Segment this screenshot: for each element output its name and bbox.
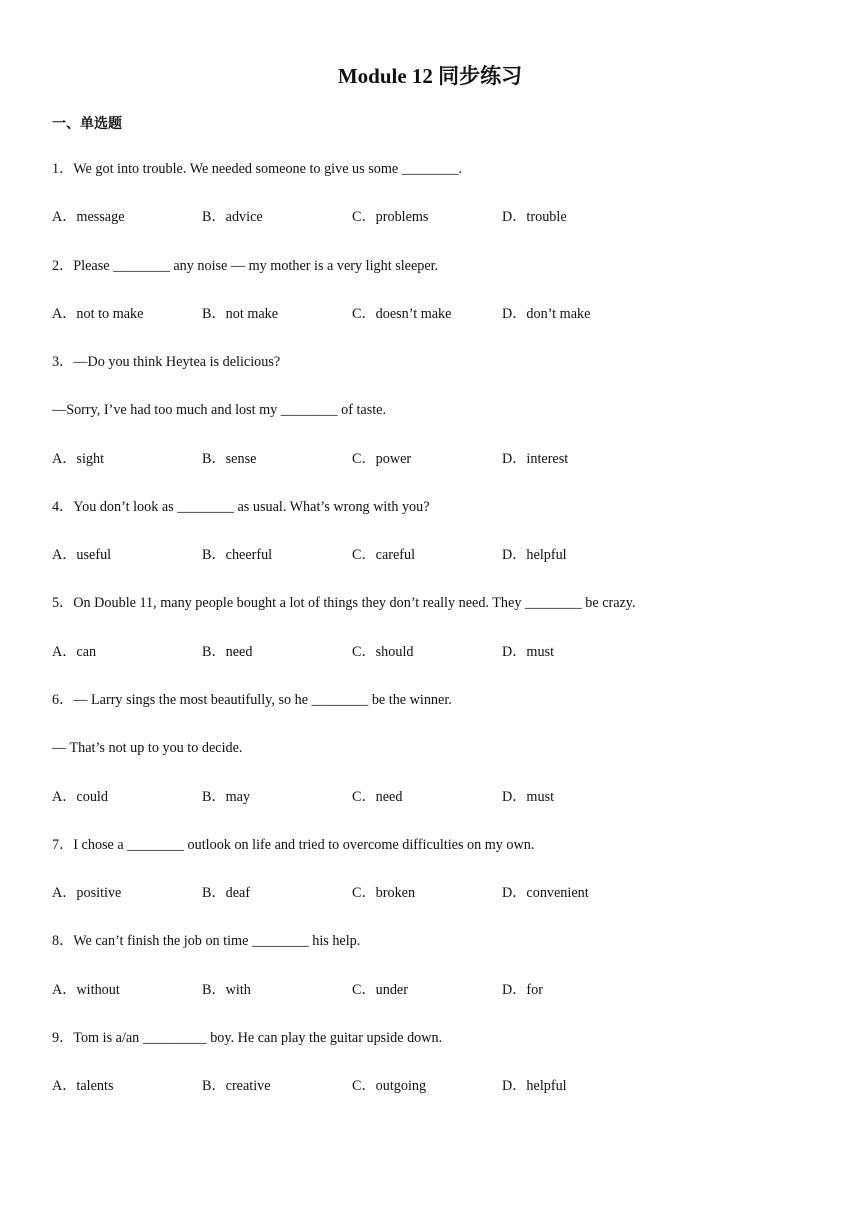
- question-8-options: [52, 979, 752, 1001]
- option-b: B．not make: [202, 306, 279, 322]
- option-c: C．doesn’t make: [352, 306, 452, 322]
- option-d: D．interest: [502, 451, 569, 467]
- option-d: D．helpful: [502, 547, 567, 563]
- option-c: C．outgoing: [352, 1078, 427, 1094]
- option-d: D．trouble: [502, 209, 567, 225]
- option-b: B．with: [202, 982, 251, 998]
- question-6: 6．— Larry sings the most beautifully, so he ________ be the winner.: [52, 692, 452, 708]
- option-c: C．power: [352, 451, 412, 467]
- option-c: C．careful: [352, 547, 416, 563]
- option-d: D．for: [502, 982, 543, 998]
- question-6-reply: — That’s not up to you to decide.: [52, 740, 243, 756]
- option-a: A．can: [52, 644, 97, 660]
- option-c: C．under: [352, 982, 408, 998]
- option-d: D．helpful: [502, 1078, 567, 1094]
- question-8: 8．We can’t finish the job on time ________ his help.: [52, 933, 361, 949]
- option-a: A．talents: [52, 1078, 114, 1094]
- option-a: A．without: [52, 982, 120, 998]
- question-3: 3．—Do you think Heytea is delicious?: [52, 354, 281, 370]
- option-c: C．need: [352, 789, 403, 805]
- question-4-options: [52, 544, 752, 566]
- question-2-options: [52, 303, 752, 325]
- option-a: A．useful: [52, 547, 112, 563]
- option-b: B．may: [202, 789, 251, 805]
- option-a: A．positive: [52, 885, 122, 901]
- option-c: C．should: [352, 644, 414, 660]
- question-3-options: [52, 448, 752, 470]
- option-b: B．need: [202, 644, 253, 660]
- option-c: C．broken: [352, 885, 416, 901]
- option-b: B．sense: [202, 451, 257, 467]
- option-b: B．cheerful: [202, 547, 273, 563]
- option-b: B．deaf: [202, 885, 251, 901]
- question-1: 1．We got into trouble. We needed someone to give us some ________.: [52, 161, 463, 177]
- option-a: A．message: [52, 209, 125, 225]
- question-5-options: [52, 641, 752, 663]
- question-7-options: [52, 882, 752, 904]
- question-1-options: [52, 206, 752, 228]
- page-title: Module 12 同步练习: [337, 64, 523, 88]
- question-2: 2．Please ________ any noise — my mother is a very light sleeper.: [52, 258, 439, 274]
- option-b: B．advice: [202, 209, 263, 225]
- option-a: A．could: [52, 789, 108, 805]
- question-7: 7．I chose a ________ outlook on life and tried to overcome difficulties on my own.: [52, 837, 535, 853]
- question-3-reply: —Sorry, I’ve had too much and lost my ________ of taste.: [52, 402, 387, 418]
- option-a: A．sight: [52, 451, 105, 467]
- option-d: D．must: [502, 789, 555, 805]
- question-6-options: [52, 786, 752, 808]
- option-d: D．don’t make: [502, 306, 591, 322]
- section-heading: 一、单选题: [52, 117, 122, 132]
- option-a: A．not to make: [52, 306, 144, 322]
- question-5: 5．On Double 11, many people bought a lot of things they don’t really need. They ________ be crazy.: [52, 595, 636, 611]
- option-c: C．problems: [352, 209, 429, 225]
- question-9-options: [52, 1075, 752, 1097]
- option-b: B．creative: [202, 1078, 271, 1094]
- question-9: 9．Tom is a/an _________ boy. He can play the guitar upside down.: [52, 1030, 443, 1046]
- option-d: D．must: [502, 644, 555, 660]
- question-4: 4．You don’t look as ________ as usual. What’s wrong with you?: [52, 499, 430, 515]
- option-d: D．convenient: [502, 885, 589, 901]
